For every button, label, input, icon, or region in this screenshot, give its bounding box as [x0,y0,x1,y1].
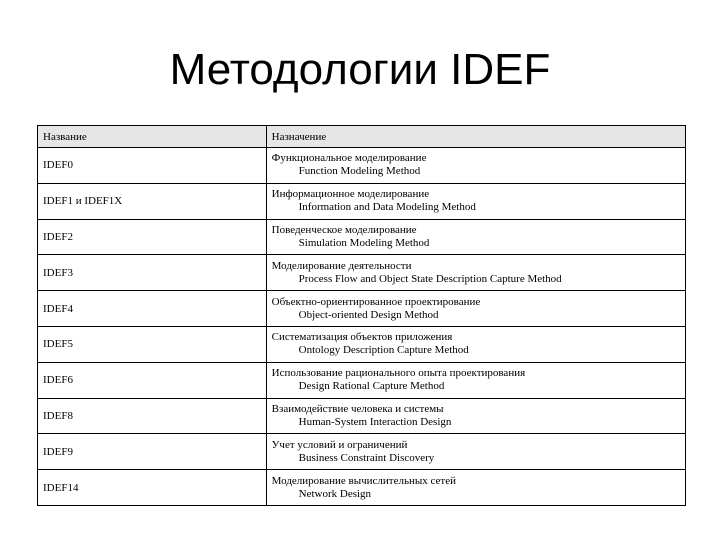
method-name: IDEF9 [38,434,267,470]
purpose-ru: Функциональное моделирование [271,152,427,165]
method-name: IDEF2 [38,219,267,255]
table-row [38,219,686,255]
purpose-ru: Поведенческое моделирование [271,223,417,236]
table-header-row [38,126,686,148]
table-row [38,434,686,470]
method-name: IDEF4 [38,291,267,327]
method-purpose [266,255,685,291]
purpose-ru: Учет условий и ограничений [271,438,408,451]
table-row [38,255,686,291]
purpose-en: Network Design [298,487,372,500]
method-purpose [266,183,685,219]
method-purpose [266,291,685,327]
method-name: IDEF14 [38,470,267,506]
method-purpose [266,398,685,434]
method-name: IDEF5 [38,326,267,362]
method-name: IDEF8 [38,398,267,434]
method-purpose [266,470,685,506]
purpose-ru: Информационное моделирование [271,188,430,201]
table-row [38,326,686,362]
purpose-en: Design Rational Capture Method [298,380,445,393]
purpose-ru: Моделирование деятельности [271,259,412,272]
method-name: IDEF0 [38,148,267,184]
slide-title: Методологии IDEF [169,45,551,94]
purpose-ru: Объектно-ориентированное проектирование [271,295,481,308]
table-row [38,291,686,327]
method-purpose [266,219,685,255]
purpose-en: Process Flow and Object State Description Capture Method [298,272,562,285]
column-header-name: Название [38,126,267,148]
method-purpose [266,362,685,398]
purpose-en: Simulation Modeling Method [298,236,430,249]
method-name: IDEF1 и IDEF1X [38,183,267,219]
column-header-purpose: Назначение [266,126,685,148]
purpose-en: Human-System Interaction Design [298,415,452,428]
purpose-ru: Моделирование вычислительных сетей [271,474,456,487]
purpose-en: Information and Data Modeling Method [298,201,476,214]
method-purpose [266,434,685,470]
purpose-en: Object-oriented Design Method [298,308,439,321]
method-name: IDEF6 [38,362,267,398]
method-purpose [266,326,685,362]
method-purpose [266,148,685,184]
purpose-ru: Использование рационального опыта проектирования [271,367,526,380]
table-row [38,470,686,506]
table-row [38,183,686,219]
table-row [38,362,686,398]
table-row [38,148,686,184]
purpose-ru: Взаимодействие человека и системы [271,402,444,415]
purpose-ru: Систематизация объектов приложения [271,331,453,344]
purpose-en: Business Constraint Discovery [298,451,435,464]
method-name: IDEF3 [38,255,267,291]
purpose-en: Function Modeling Method [298,165,421,178]
idef-methods-table [37,125,686,506]
table-row [38,398,686,434]
purpose-en: Ontology Description Capture Method [298,344,469,357]
